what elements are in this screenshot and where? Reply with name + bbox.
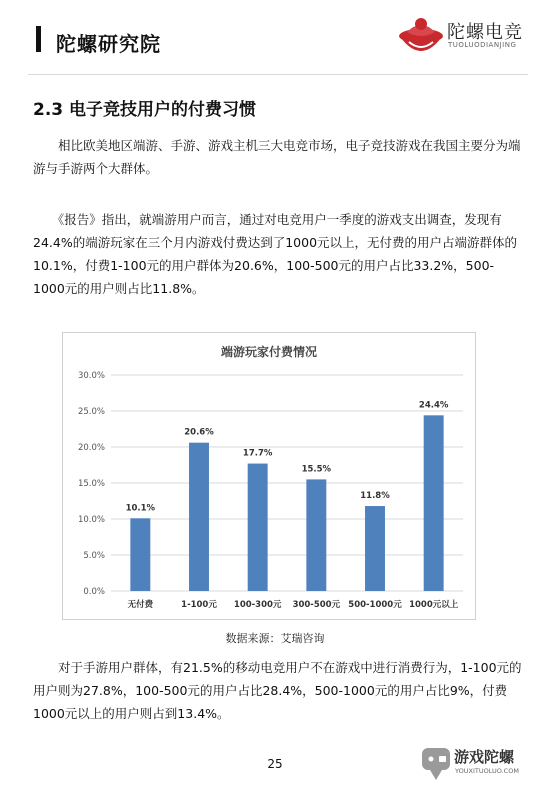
- data-label: 24.4%: [418, 400, 449, 411]
- bar: [306, 479, 326, 591]
- page-number: 25: [267, 757, 283, 771]
- data-label: 11.8%: [360, 491, 390, 502]
- y-tick-label: 0.0%: [83, 587, 105, 597]
- data-label: 20.6%: [184, 427, 214, 438]
- x-tick-label: 100-300元: [233, 600, 282, 610]
- header-accent-bar: [36, 26, 41, 52]
- y-tick-label: 25.0%: [77, 407, 105, 417]
- x-tick-label: 1000元以上: [409, 600, 459, 610]
- section-title: 2.3 电子竞技用户的付费习惯: [33, 100, 257, 120]
- logo-text: 陀螺电竞: [447, 22, 523, 43]
- page-header: [0, 0, 550, 70]
- watermark-icon: [420, 742, 452, 782]
- bar: [130, 518, 150, 591]
- brand-logo: [395, 10, 535, 66]
- y-tick-label: 15.0%: [77, 479, 105, 489]
- y-tick-label: 5.0%: [83, 551, 105, 561]
- paragraph-mobile-users: 对于手游用户群体，有21.5%的移动电竞用户不在游戏中进行消费行为，1-100元的用户则为27.8%，100-500元的用户占比28.4%，500-1000元的用户占比9%，付费1000元以上的用户则占到13.4%。: [33, 660, 522, 721]
- logo-icon: [395, 12, 447, 64]
- bar: [424, 415, 444, 591]
- x-tick-label: 300-500元: [292, 600, 341, 610]
- chart-canvas: [63, 333, 477, 621]
- bar: [248, 464, 268, 591]
- logo-subtext: TUOLUODIANJING: [448, 41, 517, 49]
- y-tick-label: 30.0%: [77, 371, 105, 381]
- y-tick-label: 10.0%: [77, 515, 105, 525]
- bar: [365, 506, 385, 591]
- data-label: 17.7%: [242, 448, 273, 459]
- paragraph-pc-users: 《报告》指出，就端游用户而言，通过对电竞用户一季度的游戏支出调查，发现有24.4%的端游玩家在三个月内游戏付费达到了1000元以上，无付费的用户占端游群体的10.1%，付费1-100元的用户群体为20.6%，100-500元的用户占比33.2%，500-1000元的用户则占比11.8%。: [33, 212, 518, 296]
- watermark-text: 游戏陀螺: [454, 748, 515, 766]
- data-source: 数据来源：艾瑞咨询: [225, 632, 325, 645]
- x-tick-label: 1-100元: [181, 600, 217, 610]
- header-title: 陀螺研究院: [56, 32, 161, 56]
- chart-title: 端游玩家付费情况: [220, 345, 317, 359]
- watermark-logo: [420, 738, 540, 786]
- x-tick-label: 500-1000元: [348, 600, 402, 610]
- bar: [189, 443, 209, 591]
- paragraph-intro: 相比欧美地区端游、手游、游戏主机三大电竞市场，电子竞技游戏在我国主要分为端游与手游两个大群体。: [33, 138, 521, 176]
- watermark-subtext: YOUXITUOLUO.COM: [455, 767, 519, 775]
- header-divider: [28, 74, 528, 75]
- data-label: 10.1%: [125, 503, 156, 514]
- data-label: 15.5%: [301, 464, 332, 475]
- y-tick-label: 20.0%: [77, 443, 105, 453]
- bar-chart: [62, 332, 476, 620]
- x-tick-label: 无付费: [127, 600, 154, 610]
